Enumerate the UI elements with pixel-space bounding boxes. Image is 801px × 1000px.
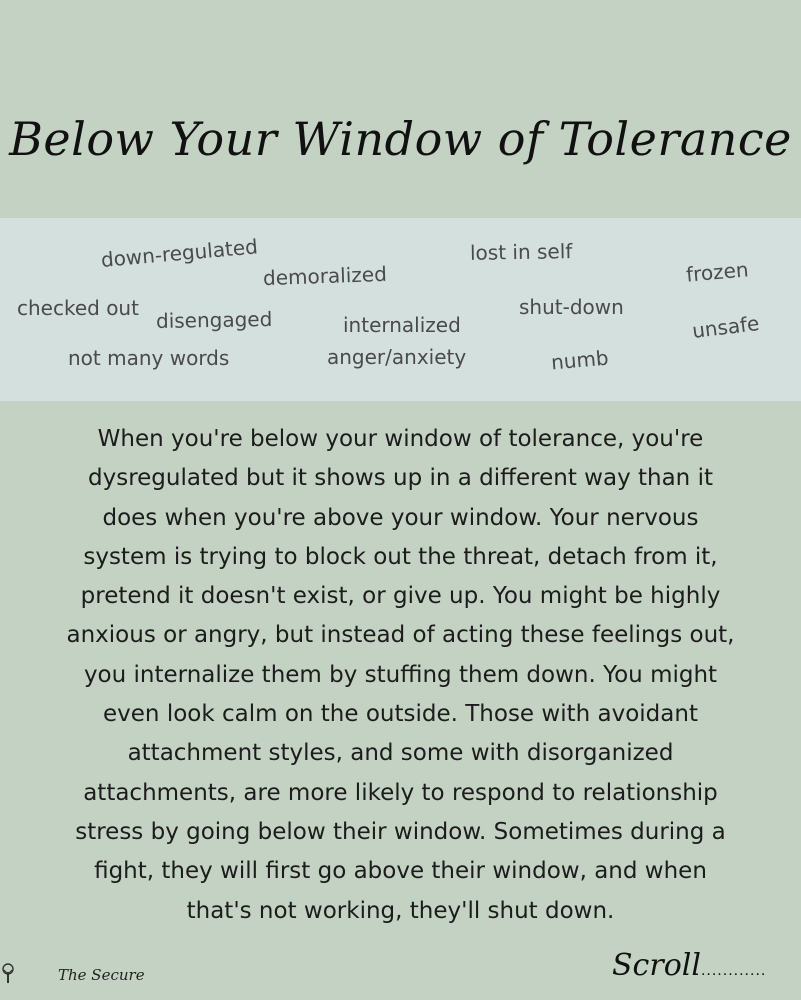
word-numb: numb [550,345,610,375]
word-shut-down: shut-down [519,295,624,319]
word-demoralized: demoralized [262,261,388,291]
body-line: attachments, are more likely to respond to relationship [83,779,718,806]
body-line: pretend it doesn't exist, or give up. You might be highly [80,583,721,610]
scroll-label: Scroll [612,948,701,983]
word-internalized: internalized [343,313,461,337]
scroll-dots: ............ [700,963,767,979]
body-line: even look calm on the outside. Those with avoidant [103,701,698,728]
word-lost-in-self: lost in self [469,239,573,265]
tree-icon [0,962,16,984]
word-down-regulated: down-regulated [99,234,259,272]
body-line: you internalize them by stuffing them down. You might [83,661,718,688]
word-disengaged: disengaged [155,306,273,334]
page-title: Below Your Window of Tolerance [9,112,792,166]
body-line: that's not working, they'll shut down. [186,897,615,924]
word-checked-out: checked out [17,296,139,320]
scroll-hint [612,948,766,983]
word-frozen: frozen [685,257,750,287]
body-line: attachment styles, and some with disorganized [127,740,674,767]
word-not-many-words: not many words [68,346,230,370]
body-line: anxious or angry, but instead of acting these feelings out, [66,622,735,649]
body-line: system is trying to block out the threat, detach from it, [83,543,718,570]
body-line: When you're below your window of tolerance, you're [97,426,704,452]
word-unsafe: unsafe [690,310,761,344]
body-line: stress by going below their window. Sometimes during a [75,818,726,845]
body-line: fight, they will first go above their window, and when [94,858,707,885]
body-line: does when you're above your window. Your nervous [102,504,699,531]
word-band [0,218,801,401]
word-anger-anxiety: anger/anxiety [327,345,467,369]
body-paragraph [20,420,781,931]
body-line: dysregulated but it shows up in a different way than it [88,465,713,492]
brand-name: The Secure [58,966,145,984]
